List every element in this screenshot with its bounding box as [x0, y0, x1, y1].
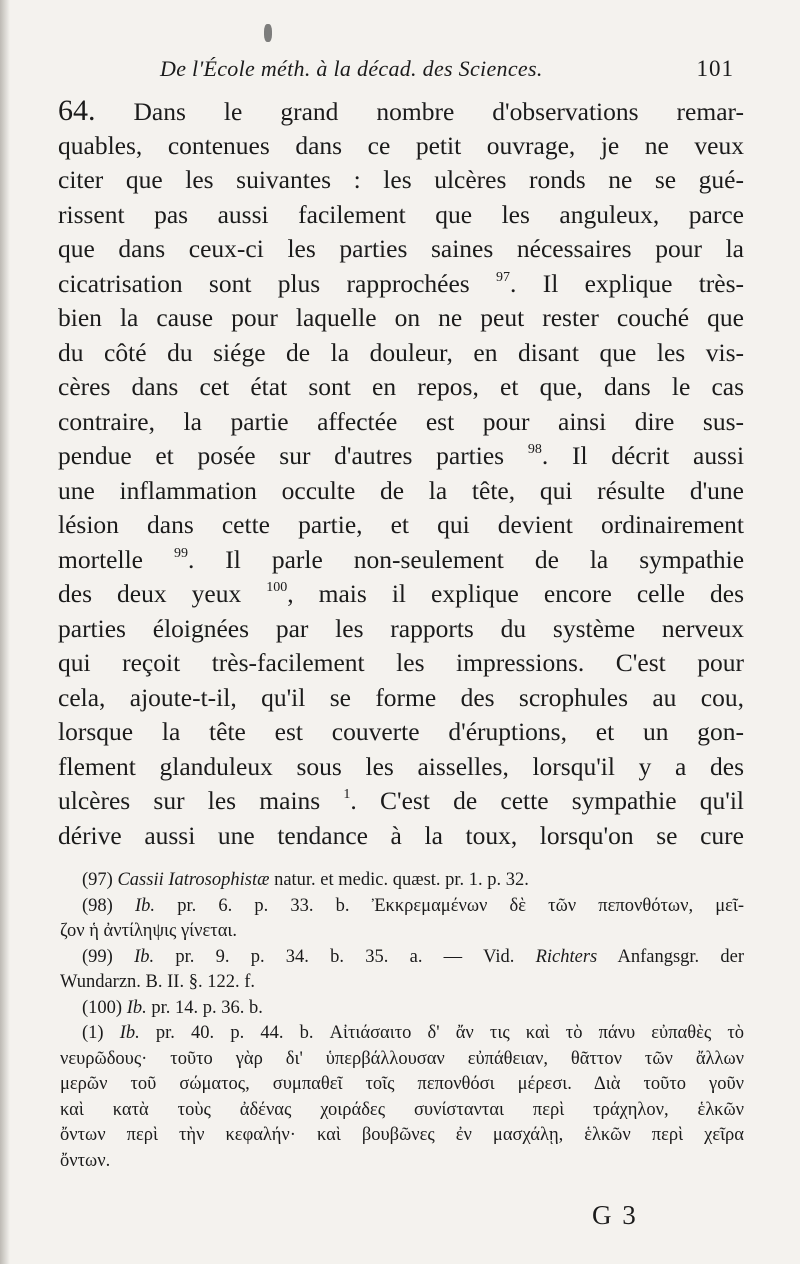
- footnote-100: (100) Ib. pr. 14. p. 36. b.: [82, 997, 263, 1018]
- paragraph-number: 64.: [58, 94, 96, 127]
- footnote-1: (1) Ib. pr. 40. p. 44. b. Αἰτιάσαιτο δ' ἄν τις καὶ τὸ πάνυ εὐπαθὲς τὸ: [82, 1023, 745, 1043]
- footnote-1-cont: νευρῶδους· τοῦτο γὰρ δι' ὑπερβάλλουσαν εὐπάθειαν, θᾶττον τῶν ἄλλων: [60, 1048, 744, 1069]
- footnotes: [60, 868, 744, 1174]
- footnote-99-cont: Wundarzn. B. II. §. 122. f.: [60, 972, 255, 992]
- signature-mark: G 3: [592, 1200, 638, 1230]
- footnote-ref: 1: [343, 787, 351, 802]
- text-line: une inflammation occulte de la tête, qui résulte d'une: [58, 475, 744, 505]
- text-line: ulcères sur les mains $^1$. C'est de cette sympathie qu'il: [58, 786, 745, 815]
- footnote-1-cont: καὶ κατὰ τοὺς ἀδένας χοιράδες συνίστανται περὶ τράχηλον, ἑλκῶν: [60, 1099, 744, 1120]
- text-line: cela, ajoute-t-il, qu'il se forme des scrophules au cou,: [58, 682, 744, 712]
- footnote-ref: 97: [496, 269, 511, 285]
- footnote-97: (97) Cassii Iatrosophistæ natur. et medic. quæst. pr. 1. p. 32.: [82, 870, 529, 890]
- text-line: cères dans cet état sont en repos, et que, dans le cas: [58, 372, 744, 401]
- footnote-99: (99) Ib. pr. 9. p. 34. b. 35. a. — Vid. Richters Anfangsgr. der: [82, 946, 745, 967]
- main-paragraph: [58, 94, 744, 853]
- footnote-1-cont: ὄντων περὶ τὴν κεφαλήν· καὶ βουβῶνες ἐν μασχάλῃ, ἑλκῶν περὶ χεῖρα: [60, 1125, 744, 1145]
- text-line: dérive aussi une tendance à la toux, lorsqu'on se cure: [58, 820, 744, 850]
- footnote-1-cont: μερῶν τοῦ σώματος, συμπαθεῖ τοῖς πεπονθόσι μέρεσι. Διὰ τοῦτο γοῦν: [60, 1074, 744, 1094]
- text-line: flement glanduleux sous les aisselles, lorsqu'il y a des: [58, 751, 744, 781]
- footnote-98: (98) Ib. pr. 6. p. 33. b. Ἐκκρεμαμένων δὲ τῶν πεπονθότων, μεῖ-: [82, 895, 745, 916]
- ink-speck: [264, 24, 272, 42]
- page-number: 101: [696, 56, 734, 81]
- page-gutter-shadow: [0, 0, 10, 1264]
- text-line: 64. Dans le grand nombre d'observations remar-: [58, 94, 744, 127]
- text-line: cicatrisation sont plus rapprochées $^{97}$. Il explique très-: [58, 268, 745, 298]
- text-line: pendue et posée sur d'autres parties $^{98}$. Il décrit aussi: [58, 441, 745, 470]
- text-line: qui reçoit très-facilement les impressions. C'est pour: [58, 648, 744, 677]
- footnote-ref: 98: [527, 442, 542, 457]
- text-line: lorsque la tête est couverte d'éruptions, et un gon-: [58, 717, 744, 746]
- text-line: contraire, la partie affectée est pour ainsi dire sus-: [58, 406, 744, 436]
- footnote-ref: 99: [173, 545, 188, 561]
- text-line: des deux yeux $^{100}$, mais il explique encore celle des: [58, 579, 744, 608]
- footnote-1-cont: ὄντων.: [60, 1150, 111, 1171]
- text-line: citer que les suivantes : les ulcères ronds ne se gué-: [58, 165, 744, 194]
- text-line: du côté du siége de la douleur, en disant que les vis-: [58, 337, 744, 367]
- page-header: [0, 56, 800, 92]
- text-line: bien la cause pour laquelle on ne peut rester couché que: [58, 303, 744, 332]
- text-line: rissent pas aussi facilement que les anguleux, parce: [58, 199, 744, 229]
- footnote-ref: 100: [266, 580, 288, 595]
- text-line: lésion dans cette partie, et qui devient ordinairement: [58, 510, 744, 539]
- text-line: mortelle $^{99}$. Il parle non-seulement de la sympathie: [58, 544, 745, 574]
- text-line: que dans ceux-ci les parties saines nécessaires pour la: [58, 234, 744, 263]
- text-line: parties éloignées par les rapports du système nerveux: [58, 613, 744, 643]
- footnote-98-cont: ζον ἡ ἀντίληψις γίνεται.: [60, 921, 237, 941]
- running-title: De l'École méth. à la décad. des Sciences.: [160, 56, 543, 81]
- text-line: quables, contenues dans ce petit ouvrage, je ne veux: [58, 130, 744, 160]
